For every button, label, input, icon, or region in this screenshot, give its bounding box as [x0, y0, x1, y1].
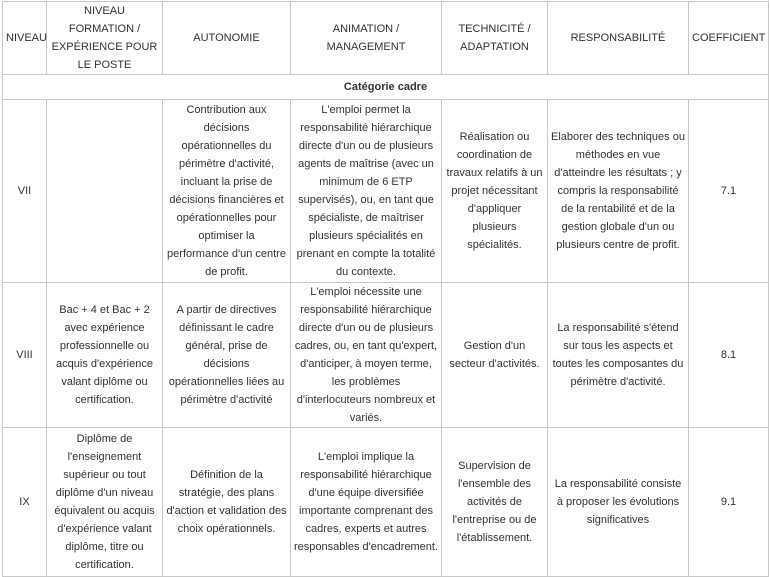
cell-coefficient: 9.1	[689, 428, 769, 577]
header-technicite: TECHNICITÉ / ADAPTATION	[442, 2, 548, 75]
cell-niveau: VIII	[3, 283, 47, 428]
cell-animation: L'emploi nécessite une responsabilité hiérarchique directe d'un ou de plusieurs cadres, ou, en tant qu'expert, d'anticiper, à moyen terme, les problèmes d'interlocuteurs nombreux et variés.	[291, 283, 442, 428]
cell-technicite: Supervision de l'ensemble des activités de l'entreprise ou de l'établissement.	[442, 428, 548, 577]
cell-formation	[47, 100, 163, 283]
header-animation: ANIMATION / MANAGEMENT	[291, 2, 442, 75]
table-row	[3, 100, 769, 283]
header-formation: NIVEAU FORMATION / EXPÉRIENCE POUR LE POSTE	[47, 2, 163, 75]
cell-technicite: Réalisation ou coordination de travaux relatifs à un projet nécessitant d'appliquer plusieurs spécialités.	[442, 100, 548, 283]
cell-autonomie: Définition de la stratégie, des plans d'action et validation des choix opérationnels.	[163, 428, 291, 577]
cell-responsabilite: Elaborer des techniques ou méthodes en vue d'atteindre les résultats ; y compris la responsabilité de la rentabilité et de la gestion globale d'un ou plusieurs centre de profit.	[548, 100, 689, 283]
cell-responsabilite: La responsabilité consiste à proposer les évolutions significatives	[548, 428, 689, 577]
category-label: Catégorie cadre	[3, 75, 769, 100]
header-row	[3, 2, 769, 75]
header-autonomie: AUTONOMIE	[163, 2, 291, 75]
cell-animation: L'emploi implique la responsabilité hiérarchique d'une équipe diversifiée importante comprenant des cadres, experts et autres responsables d'encadrement.	[291, 428, 442, 577]
cell-coefficient: 8.1	[689, 283, 769, 428]
cell-formation: Bac + 4 et Bac + 2 avec expérience professionnelle ou acquis d'expérience valant diplôme ou certification.	[47, 283, 163, 428]
table-row	[3, 283, 769, 428]
header-niveau: NIVEAU	[3, 2, 47, 75]
table-row	[3, 428, 769, 577]
cell-coefficient: 7.1	[689, 100, 769, 283]
cell-autonomie: Contribution aux décisions opérationnelles du périmètre d'activité, incluant la prise de décisions financières et opérationnelles pour optimiser la performance d'un centre de profit.	[163, 100, 291, 283]
header-responsabilite: RESPONSABILITÉ	[548, 2, 689, 75]
cell-technicite: Gestion d'un secteur d'activités.	[442, 283, 548, 428]
cell-formation: Diplôme de l'enseignement supérieur ou tout diplôme d'un niveau équivalent ou acquis d'expérience valant diplôme, titre ou certification.	[47, 428, 163, 577]
header-coefficient: COEFFICIENT	[689, 2, 769, 75]
category-row	[3, 75, 769, 100]
cell-autonomie: A partir de directives définissant le cadre général, prise de décisions opérationnelles liées au périmètre d'activité	[163, 283, 291, 428]
cell-niveau: VII	[3, 100, 47, 283]
classification-table	[2, 1, 769, 577]
cell-niveau: IX	[3, 428, 47, 577]
cell-responsabilite: La responsabilité s'étend sur tous les aspects et toutes les composantes du périmètre d'activité.	[548, 283, 689, 428]
cell-animation: L'emploi permet la responsabilité hiérarchique directe d'un ou de plusieurs agents de maîtrise (avec un minimum de 6 ETP supervisés), ou, en tant que spécialiste, de maîtriser plusieurs spécialités en prenant en compte la totalité du contexte.	[291, 100, 442, 283]
